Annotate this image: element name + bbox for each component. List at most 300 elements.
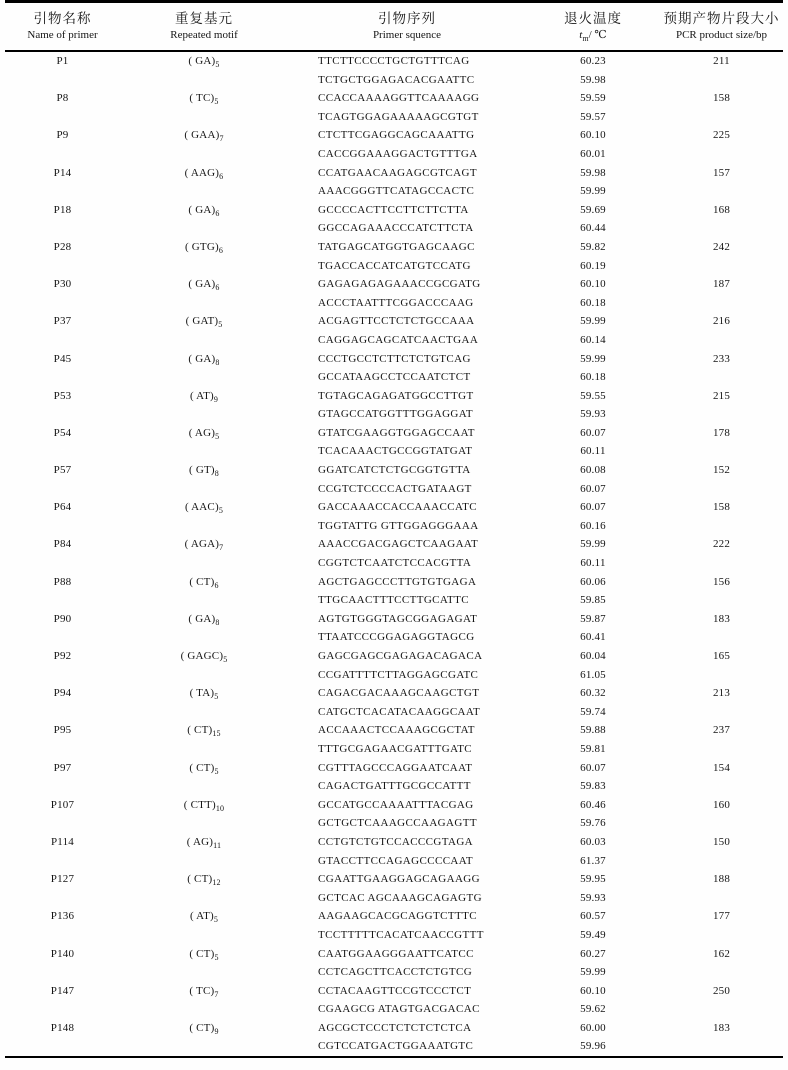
forward-sequence-cell: CCATGAACAAGAGCGTCAGT bbox=[318, 166, 477, 179]
motif-unit: ( GA) bbox=[188, 203, 216, 216]
primer-row-second bbox=[5, 480, 783, 499]
motif-repeat-count: 8 bbox=[215, 357, 220, 367]
empty-name-cell bbox=[5, 405, 120, 424]
primer-row-first bbox=[5, 312, 783, 331]
primer-row-second bbox=[5, 331, 783, 350]
motif-repeat-count: 5 bbox=[214, 766, 219, 776]
reverse-tm-cell: 60.19 bbox=[580, 259, 606, 272]
empty-size-cell bbox=[660, 480, 783, 499]
empty-size-cell bbox=[660, 926, 783, 945]
motif-unit: ( TC) bbox=[189, 984, 215, 997]
empty-name-cell bbox=[5, 740, 120, 759]
reverse-sequence-cell: CGAAGCG ATAGTGACGACAC bbox=[318, 1003, 480, 1016]
col-header-motif-en: Repeated motif bbox=[120, 27, 288, 51]
primer-row-first bbox=[5, 461, 783, 480]
product-size-cell: 158 bbox=[712, 92, 731, 105]
empty-motif-cell bbox=[120, 777, 288, 796]
empty-size-cell bbox=[660, 145, 783, 164]
empty-motif-cell bbox=[120, 889, 288, 908]
empty-size-cell bbox=[660, 1037, 783, 1057]
forward-sequence-cell: CCACCAAAAGGTTCAAAAGG bbox=[318, 92, 480, 105]
product-size-cell: 211 bbox=[713, 55, 730, 67]
reverse-sequence-cell: CACCGGAAAGGACTGTTTGA bbox=[318, 147, 478, 160]
primer-row-second bbox=[5, 852, 783, 871]
empty-size-cell bbox=[660, 889, 783, 908]
forward-tm-cell: 59.88 bbox=[580, 724, 606, 737]
empty-motif-cell bbox=[120, 1037, 288, 1057]
motif-repeat-count: 5 bbox=[214, 952, 219, 962]
motif-repeat-count: 5 bbox=[218, 506, 224, 516]
primer-row-first bbox=[5, 759, 783, 778]
empty-motif-cell bbox=[120, 554, 288, 573]
col-header-sequence-en: Primer squence bbox=[288, 27, 526, 51]
motif-repeat-count: 11 bbox=[213, 841, 222, 851]
col-header-name-en: Name of primer bbox=[5, 27, 120, 51]
empty-motif-cell bbox=[120, 517, 288, 536]
forward-sequence-cell: TTCTTCCCCTGCTGTTTCAG bbox=[318, 55, 470, 67]
motif-cell bbox=[120, 164, 288, 183]
empty-name-cell bbox=[5, 666, 120, 685]
reverse-tm-cell: 59.99 bbox=[580, 185, 606, 198]
reverse-sequence-cell: GTAGCCATGGTTTGGAGGAT bbox=[318, 408, 473, 421]
primer-row-first bbox=[5, 164, 783, 183]
primer-row-second bbox=[5, 182, 783, 201]
primer-row-second bbox=[5, 703, 783, 722]
motif-unit: ( AGA) bbox=[184, 538, 220, 551]
primer-name-cell: P18 bbox=[53, 203, 72, 216]
primer-row-second bbox=[5, 442, 783, 461]
reverse-tm-cell: 59.49 bbox=[580, 928, 606, 941]
forward-sequence-cell: CCTACAAGTTCCGTCCCTCT bbox=[318, 984, 472, 997]
empty-size-cell bbox=[660, 294, 783, 313]
primer-row-second bbox=[5, 71, 783, 90]
empty-name-cell bbox=[5, 71, 120, 90]
col-header-size-en: PCR product size/bp bbox=[660, 27, 783, 51]
motif-unit: ( GA) bbox=[188, 352, 216, 365]
empty-motif-cell bbox=[120, 740, 288, 759]
empty-name-cell bbox=[5, 331, 120, 350]
primer-row-second bbox=[5, 926, 783, 945]
reverse-sequence-cell: CGGTCTCAATCTCCACGTTA bbox=[318, 557, 472, 570]
motif-unit: ( GAT) bbox=[185, 315, 219, 328]
reverse-tm-cell: 59.81 bbox=[580, 742, 606, 755]
primer-row-first bbox=[5, 907, 783, 926]
reverse-tm-cell: 59.98 bbox=[580, 73, 606, 86]
motif-repeat-count: 6 bbox=[219, 171, 224, 181]
forward-sequence-cell: CTCTTCGAGGCAGCAAATTG bbox=[318, 129, 475, 142]
empty-motif-cell bbox=[120, 331, 288, 350]
product-size-cell: 154 bbox=[712, 761, 731, 774]
forward-tm-cell: 60.04 bbox=[580, 650, 606, 662]
empty-size-cell bbox=[660, 963, 783, 982]
forward-sequence-cell: GAGAGAGAGAAACCGCGATG bbox=[318, 278, 481, 291]
reverse-sequence-cell: CGTCCATGACTGGAAATGTC bbox=[318, 1040, 474, 1053]
empty-motif-cell bbox=[120, 703, 288, 722]
motif-unit: ( GTG) bbox=[184, 240, 219, 253]
motif-cell bbox=[120, 461, 288, 480]
motif-unit: ( CT) bbox=[189, 1021, 215, 1034]
primer-row-second bbox=[5, 405, 783, 424]
empty-motif-cell bbox=[120, 480, 288, 499]
reverse-tm-cell: 60.11 bbox=[580, 557, 606, 570]
reverse-tm-cell: 59.62 bbox=[580, 1003, 606, 1016]
empty-size-cell bbox=[660, 182, 783, 201]
primer-name-cell: P147 bbox=[50, 984, 75, 997]
motif-unit: ( AAC) bbox=[184, 501, 219, 514]
forward-sequence-cell: CGTTTAGCCCAGGAATCAAT bbox=[318, 761, 473, 774]
motif-cell bbox=[120, 201, 288, 220]
primer-name-cell: P90 bbox=[53, 612, 72, 625]
motif-repeat-count: 9 bbox=[214, 1027, 219, 1037]
primer-name-cell: P30 bbox=[53, 278, 72, 291]
motif-unit: ( AG) bbox=[188, 426, 216, 439]
empty-name-cell bbox=[5, 480, 120, 499]
primer-row-first bbox=[5, 238, 783, 257]
product-size-cell: 177 bbox=[712, 910, 731, 923]
forward-tm-cell: 60.10 bbox=[580, 129, 606, 142]
forward-tm-cell: 60.10 bbox=[580, 984, 606, 997]
primer-name-cell: P127 bbox=[50, 873, 75, 886]
table-header bbox=[5, 2, 783, 52]
reverse-tm-cell: 61.37 bbox=[580, 854, 606, 867]
primer-row-second bbox=[5, 517, 783, 536]
forward-sequence-cell: GCCATGCCAAAATTTACGAG bbox=[318, 798, 474, 811]
motif-unit: ( AT) bbox=[189, 389, 214, 402]
empty-motif-cell bbox=[120, 963, 288, 982]
forward-tm-cell: 59.99 bbox=[580, 352, 606, 365]
empty-motif-cell bbox=[120, 852, 288, 871]
product-size-cell: 165 bbox=[712, 650, 731, 662]
motif-repeat-count: 8 bbox=[215, 618, 220, 627]
forward-sequence-cell: ACCAAACTCCAAAGCGCTAT bbox=[318, 724, 475, 737]
col-header-motif-zh: 重复基元 bbox=[175, 11, 233, 26]
empty-motif-cell bbox=[120, 666, 288, 685]
reverse-sequence-cell: TCAGTGGAGAAAAAGCGTGT bbox=[318, 110, 479, 123]
col-header-name-zh: 引物名称 bbox=[33, 11, 92, 26]
motif-unit: ( CT) bbox=[189, 575, 215, 588]
primer-name-cell: P92 bbox=[53, 650, 72, 662]
motif-cell bbox=[120, 535, 288, 554]
product-size-cell: 156 bbox=[712, 575, 731, 588]
forward-sequence-cell: CGAATTGAAGGAGCAGAAGG bbox=[318, 873, 480, 886]
motif-unit: ( GA) bbox=[188, 278, 216, 291]
motif-cell bbox=[120, 126, 288, 145]
primer-name-cell: P88 bbox=[53, 575, 72, 588]
motif-unit: ( AAG) bbox=[184, 166, 220, 179]
empty-name-cell bbox=[5, 889, 120, 908]
forward-tm-cell: 60.23 bbox=[580, 55, 606, 67]
motif-repeat-count: 8 bbox=[214, 469, 219, 479]
product-size-cell: 183 bbox=[712, 612, 731, 625]
motif-cell bbox=[120, 982, 288, 1001]
primer-row-first bbox=[5, 535, 783, 554]
forward-sequence-cell: TGTAGCAGAGATGGCCTTGT bbox=[318, 389, 474, 402]
forward-sequence-cell: CAGACGACAAAGCAAGCTGT bbox=[318, 687, 480, 700]
forward-tm-cell: 59.99 bbox=[580, 538, 606, 551]
empty-motif-cell bbox=[120, 182, 288, 201]
empty-motif-cell bbox=[120, 405, 288, 424]
forward-tm-cell: 60.08 bbox=[580, 464, 606, 477]
primer-row-second bbox=[5, 368, 783, 387]
product-size-cell: 242 bbox=[712, 240, 731, 253]
motif-unit: ( CT) bbox=[187, 724, 213, 737]
empty-size-cell bbox=[660, 1000, 783, 1019]
reverse-sequence-cell: ACCCTAATTTCGGACCCAAG bbox=[318, 296, 474, 309]
empty-size-cell bbox=[660, 703, 783, 722]
forward-sequence-cell: AAACCGACGAGCTCAAGAAT bbox=[318, 538, 479, 551]
primer-name-cell: P53 bbox=[53, 389, 72, 402]
motif-repeat-count: 5 bbox=[215, 432, 220, 442]
primer-name-cell: P107 bbox=[50, 798, 75, 811]
reverse-tm-cell: 60.18 bbox=[580, 371, 606, 384]
motif-unit: ( GA) bbox=[188, 612, 216, 625]
product-size-cell: 188 bbox=[712, 873, 731, 886]
motif-repeat-count: 5 bbox=[223, 655, 228, 665]
reverse-tm-cell: 59.83 bbox=[580, 780, 606, 793]
reverse-sequence-cell: TCACAAACTGCCGGTATGAT bbox=[318, 445, 473, 458]
empty-name-cell bbox=[5, 1037, 120, 1057]
motif-cell bbox=[120, 51, 288, 71]
empty-size-cell bbox=[660, 591, 783, 610]
empty-size-cell bbox=[660, 740, 783, 759]
reverse-sequence-cell: TGGTATTG GTTGGAGGGAAA bbox=[318, 519, 479, 532]
forward-tm-cell: 60.03 bbox=[580, 835, 606, 848]
empty-size-cell bbox=[660, 368, 783, 387]
primer-name-cell: P114 bbox=[50, 835, 74, 848]
reverse-sequence-cell: GCTCAC AGCAAAGCAGAGTG bbox=[318, 891, 482, 904]
product-size-cell: 222 bbox=[712, 538, 731, 551]
primer-row-second bbox=[5, 1037, 783, 1057]
primer-name-cell: P8 bbox=[56, 92, 69, 105]
motif-cell bbox=[120, 89, 288, 108]
forward-tm-cell: 59.82 bbox=[580, 240, 606, 253]
reverse-sequence-cell: CAGGAGCAGCATCAACTGAA bbox=[318, 333, 479, 346]
motif-repeat-count: 6 bbox=[215, 283, 220, 293]
empty-name-cell bbox=[5, 219, 120, 238]
primer-name-cell: P57 bbox=[53, 464, 72, 477]
motif-cell bbox=[120, 387, 288, 406]
motif-cell bbox=[120, 945, 288, 964]
primer-row-second bbox=[5, 257, 783, 276]
reverse-tm-cell: 60.18 bbox=[580, 296, 606, 309]
product-size-cell: 215 bbox=[712, 389, 731, 402]
product-size-cell: 158 bbox=[712, 501, 731, 514]
primer-name-cell: P97 bbox=[53, 761, 72, 774]
forward-tm-cell: 60.00 bbox=[580, 1021, 606, 1034]
primer-row-second bbox=[5, 628, 783, 647]
motif-cell bbox=[120, 498, 288, 517]
motif-repeat-count: 5 bbox=[213, 915, 219, 925]
forward-tm-cell: 60.07 bbox=[580, 761, 606, 774]
empty-size-cell bbox=[660, 331, 783, 350]
empty-name-cell bbox=[5, 368, 120, 387]
empty-motif-cell bbox=[120, 219, 288, 238]
primer-row-first bbox=[5, 721, 783, 740]
empty-motif-cell bbox=[120, 1000, 288, 1019]
reverse-sequence-cell: GCCATAAGCCTCCAATCTCT bbox=[318, 371, 471, 384]
empty-size-cell bbox=[660, 257, 783, 276]
reverse-tm-cell: 59.96 bbox=[580, 1040, 606, 1053]
motif-cell bbox=[120, 907, 288, 926]
primer-row-second bbox=[5, 554, 783, 573]
motif-cell bbox=[120, 796, 288, 815]
primer-row-first bbox=[5, 647, 783, 666]
reverse-tm-cell: 60.44 bbox=[580, 222, 606, 235]
primer-row-first bbox=[5, 387, 783, 406]
motif-repeat-count: 9 bbox=[213, 394, 219, 404]
product-size-cell: 152 bbox=[712, 464, 731, 477]
reverse-sequence-cell: AAACGGGTTCATAGCCACTC bbox=[318, 185, 475, 198]
primer-name-cell: P84 bbox=[53, 538, 72, 551]
table-body bbox=[5, 51, 783, 1057]
empty-size-cell bbox=[660, 628, 783, 647]
motif-unit: ( TC) bbox=[189, 92, 215, 105]
primer-row-first bbox=[5, 201, 783, 220]
reverse-sequence-cell: GTACCTTCCAGAGCCCCAAT bbox=[318, 854, 474, 867]
empty-motif-cell bbox=[120, 108, 288, 127]
motif-repeat-count: 7 bbox=[214, 989, 219, 999]
forward-tm-cell: 60.27 bbox=[580, 947, 606, 960]
motif-repeat-count: 10 bbox=[215, 803, 225, 813]
empty-size-cell bbox=[660, 554, 783, 573]
col-header-tm-zh: 退火温度 bbox=[564, 11, 622, 26]
forward-tm-cell: 60.06 bbox=[580, 575, 606, 588]
header-row-zh bbox=[5, 2, 783, 28]
reverse-sequence-cell: CCGATTTTCTTAGGAGCGATC bbox=[318, 668, 479, 681]
empty-motif-cell bbox=[120, 71, 288, 90]
primer-row-second bbox=[5, 740, 783, 759]
primer-name-cell: P140 bbox=[50, 947, 75, 960]
motif-unit: ( CTT) bbox=[183, 798, 216, 811]
empty-motif-cell bbox=[120, 442, 288, 461]
motif-repeat-count: 6 bbox=[215, 208, 220, 218]
motif-cell bbox=[120, 721, 288, 740]
forward-sequence-cell: GCCCCACTTCCTTCTTCTTA bbox=[318, 203, 469, 216]
motif-unit: ( GA) bbox=[188, 55, 216, 67]
primer-row-first bbox=[5, 89, 783, 108]
empty-motif-cell bbox=[120, 368, 288, 387]
motif-repeat-count: 7 bbox=[219, 134, 224, 144]
reverse-tm-cell: 60.01 bbox=[580, 147, 606, 160]
primer-name-cell: P45 bbox=[53, 352, 72, 365]
forward-tm-cell: 60.10 bbox=[580, 278, 606, 291]
empty-name-cell bbox=[5, 182, 120, 201]
product-size-cell: 157 bbox=[712, 166, 731, 179]
primer-name-cell: P1 bbox=[56, 55, 69, 67]
motif-repeat-count: 6 bbox=[218, 246, 224, 256]
product-size-cell: 225 bbox=[712, 129, 731, 142]
forward-sequence-cell: CCTGTCTGTCCACCCGTAGA bbox=[318, 835, 474, 848]
motif-unit: ( AG) bbox=[186, 835, 214, 848]
empty-name-cell bbox=[5, 628, 120, 647]
forward-tm-cell: 60.07 bbox=[580, 501, 606, 514]
forward-tm-cell: 59.59 bbox=[580, 92, 606, 105]
primer-row-second bbox=[5, 963, 783, 982]
motif-repeat-count: 12 bbox=[212, 878, 221, 888]
motif-unit: ( GAGC) bbox=[180, 650, 224, 662]
empty-size-cell bbox=[660, 852, 783, 871]
forward-sequence-cell: GAGCGAGCGAGAGACAGACA bbox=[318, 650, 483, 662]
empty-name-cell bbox=[5, 814, 120, 833]
col-header-sequence-zh: 引物序列 bbox=[378, 11, 436, 26]
motif-cell bbox=[120, 833, 288, 852]
empty-size-cell bbox=[660, 405, 783, 424]
motif-repeat-count: 7 bbox=[219, 543, 224, 553]
primer-row-first bbox=[5, 275, 783, 294]
primer-row-first bbox=[5, 610, 783, 629]
empty-name-cell bbox=[5, 517, 120, 536]
reverse-sequence-cell: TGACCACCATCATGTCCATG bbox=[318, 259, 471, 272]
header-row-en bbox=[5, 27, 783, 51]
empty-name-cell bbox=[5, 777, 120, 796]
forward-sequence-cell: AAGAAGCACGCAGGTCTTTC bbox=[318, 910, 477, 923]
reverse-sequence-cell: CCTCAGCTTCACCTCTGTCG bbox=[318, 966, 473, 979]
empty-motif-cell bbox=[120, 257, 288, 276]
motif-repeat-count: 15 bbox=[212, 729, 221, 739]
primer-row-second bbox=[5, 219, 783, 238]
motif-unit: ( CT) bbox=[189, 947, 215, 960]
primer-row-first bbox=[5, 945, 783, 964]
primer-row-second bbox=[5, 145, 783, 164]
primer-row-first bbox=[5, 684, 783, 703]
forward-tm-cell: 59.55 bbox=[580, 389, 606, 402]
product-size-cell: 213 bbox=[712, 687, 731, 700]
reverse-sequence-cell: GGCCAGAAACCCATCTTCTA bbox=[318, 222, 474, 235]
reverse-sequence-cell: TTTGCGAGAACGATTTGATC bbox=[318, 742, 473, 755]
forward-tm-cell: 60.32 bbox=[580, 687, 606, 700]
product-size-cell: 178 bbox=[712, 426, 731, 439]
primer-row-first bbox=[5, 498, 783, 517]
reverse-tm-cell: 60.07 bbox=[580, 482, 606, 495]
primer-table bbox=[5, 0, 783, 1058]
forward-tm-cell: 59.98 bbox=[580, 166, 606, 179]
reverse-sequence-cell: CCGTCTCCCCACTGATAAGT bbox=[318, 482, 472, 495]
product-size-cell: 168 bbox=[712, 203, 731, 216]
empty-size-cell bbox=[660, 777, 783, 796]
primer-row-first bbox=[5, 350, 783, 369]
empty-motif-cell bbox=[120, 145, 288, 164]
col-header-size-zh: 预期产物片段大小 bbox=[663, 11, 780, 26]
reverse-tm-cell: 60.14 bbox=[580, 333, 606, 346]
forward-sequence-cell: CAATGGAAGGGAATTCATCC bbox=[318, 947, 474, 960]
col-header-tm-en bbox=[526, 27, 660, 51]
reverse-tm-cell: 59.99 bbox=[580, 966, 606, 979]
motif-cell bbox=[120, 275, 288, 294]
motif-cell bbox=[120, 759, 288, 778]
primer-row-second bbox=[5, 294, 783, 313]
primer-name-cell: P14 bbox=[53, 166, 72, 179]
motif-repeat-count: 6 bbox=[214, 580, 219, 590]
motif-unit: ( CT) bbox=[189, 761, 215, 774]
tm-symbol: t bbox=[579, 29, 583, 41]
primer-row-first bbox=[5, 833, 783, 852]
empty-name-cell bbox=[5, 294, 120, 313]
motif-repeat-count: 5 bbox=[215, 60, 220, 70]
primer-name-cell: P37 bbox=[53, 315, 72, 328]
primer-row-second bbox=[5, 591, 783, 610]
primer-row-first bbox=[5, 1019, 783, 1038]
motif-cell bbox=[120, 350, 288, 369]
primer-row-first bbox=[5, 982, 783, 1001]
tm-subscript: m bbox=[582, 34, 589, 44]
primer-row-first bbox=[5, 126, 783, 145]
forward-tm-cell: 60.07 bbox=[580, 426, 606, 439]
empty-name-cell bbox=[5, 703, 120, 722]
reverse-sequence-cell: TCCTTTTTCACATCAACCGTTT bbox=[318, 928, 484, 941]
reverse-sequence-cell: TCTGCTGGAGACACGAATTC bbox=[318, 73, 475, 86]
forward-tm-cell: 59.87 bbox=[580, 612, 606, 625]
empty-name-cell bbox=[5, 852, 120, 871]
